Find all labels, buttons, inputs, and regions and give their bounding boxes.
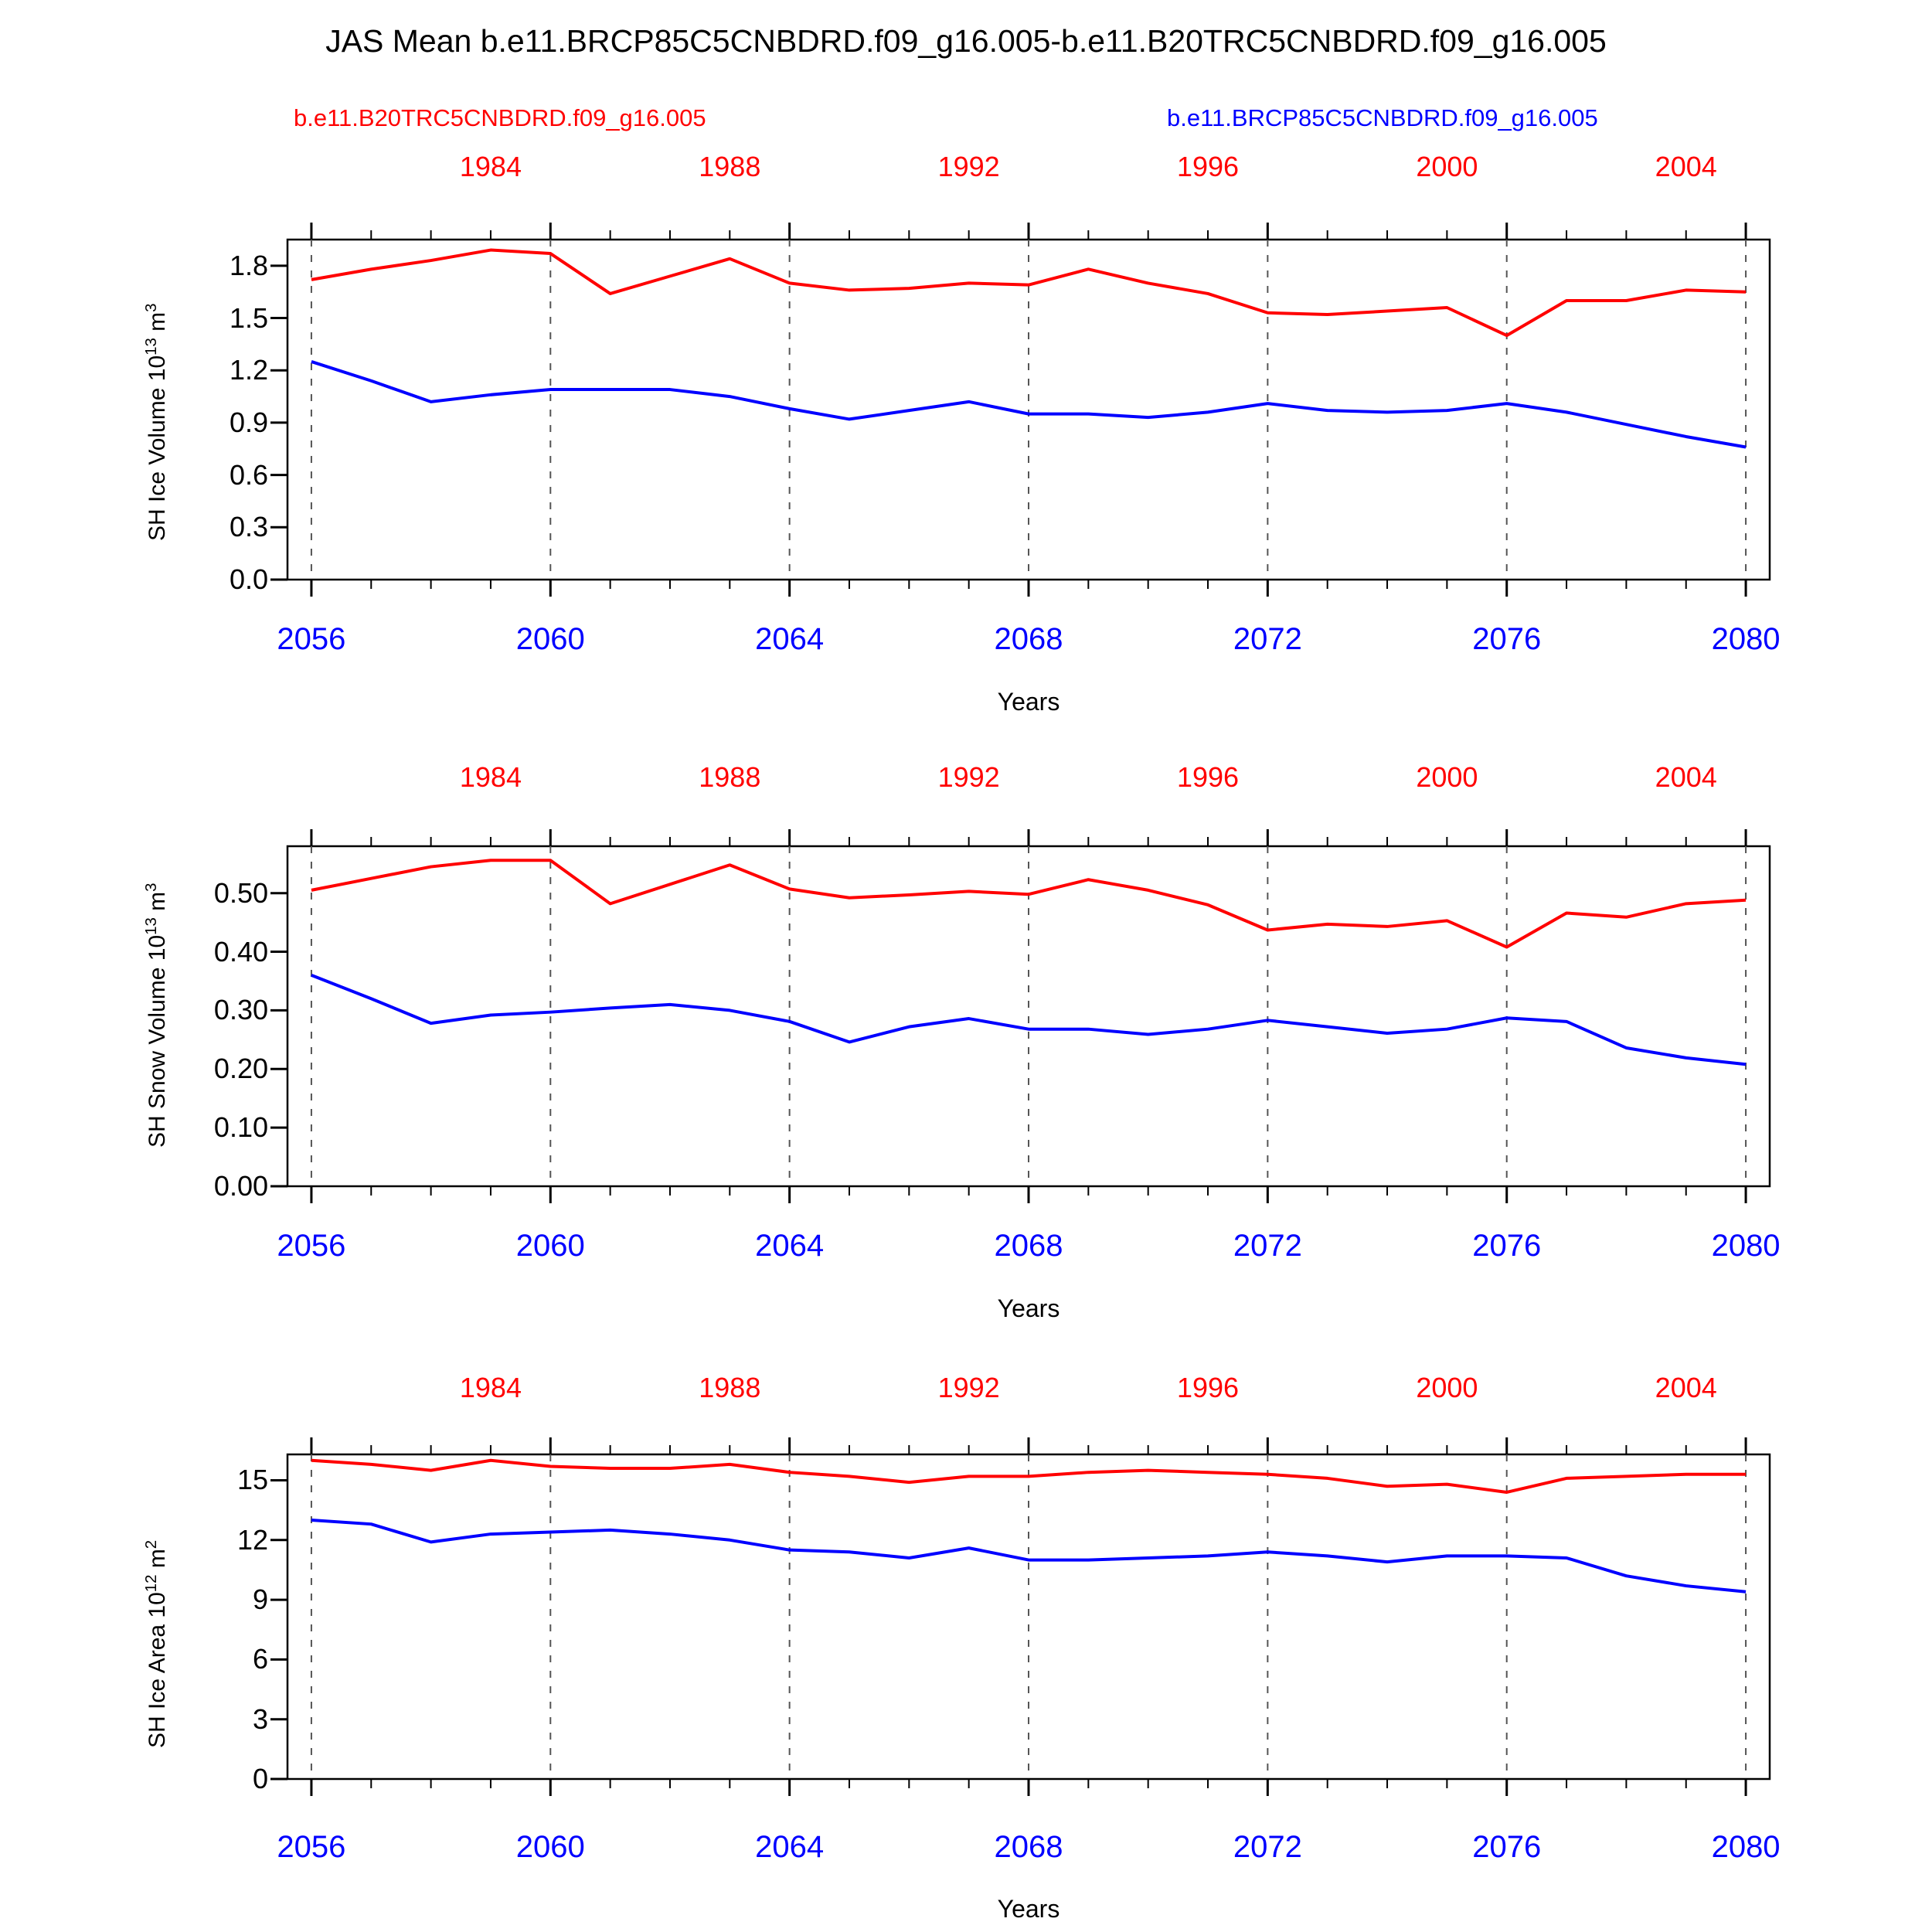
- bottom-axis-tick-2080: 2080: [1711, 622, 1781, 656]
- bottom-axis-tick-2068: 2068: [994, 1229, 1063, 1263]
- y-axis-tick-12: 12: [236, 1523, 268, 1556]
- top-axis-tick-1992: 1992: [937, 1372, 1000, 1403]
- y-axis-title: SH Ice Area $10^{12}$ $m^2$: [143, 1539, 170, 1748]
- bottom-axis-tick-2060: 2060: [515, 622, 585, 656]
- y-axis-tick-0.3: 0.3: [229, 511, 268, 543]
- top-axis-tick-1988: 1988: [699, 151, 761, 182]
- y-axis-title: SH Snow Volume $10^{13}$ $m^3$: [143, 883, 170, 1148]
- page-title: JAS Mean b.e11.BRCP85C5CNBDRD.f09_g16.005-b.e11.B20TRC5CNBDRD.f09_g16.005: [325, 23, 1607, 59]
- top-axis-tick-2004: 2004: [1655, 761, 1717, 793]
- series-line-red: [311, 250, 1746, 336]
- top-axis-tick-1984: 1984: [459, 151, 522, 182]
- bottom-axis-tick-2064: 2064: [755, 1229, 825, 1263]
- bottom-axis-tick-2056: 2056: [277, 1830, 346, 1864]
- y-axis-tick-1.5: 1.5: [229, 301, 268, 334]
- x-axis-title: Years: [997, 1895, 1060, 1923]
- top-axis-tick-1996: 1996: [1176, 761, 1240, 793]
- y-axis-tick-0.20: 0.20: [213, 1053, 268, 1085]
- bottom-axis-tick-2060: 2060: [515, 1830, 585, 1864]
- y-axis-tick-3: 3: [252, 1702, 268, 1735]
- bottom-axis-tick-2060: 2060: [515, 1229, 585, 1263]
- top-axis-tick-2000: 2000: [1416, 761, 1478, 793]
- top-axis-tick-1996: 1996: [1176, 151, 1240, 182]
- y-axis-tick-0.9: 0.9: [229, 406, 268, 438]
- y-axis-title: SH Ice Volume $10^{13}$ $m^3$: [143, 303, 170, 541]
- series-line-blue: [311, 975, 1746, 1064]
- top-axis-tick-1992: 1992: [937, 761, 1000, 793]
- y-axis-tick-0: 0: [252, 1763, 268, 1794]
- plot-frame: [287, 846, 1770, 1186]
- bottom-axis-tick-2068: 2068: [994, 622, 1063, 656]
- top-axis-tick-1988: 1988: [699, 1372, 761, 1403]
- top-axis-tick-2000: 2000: [1416, 151, 1478, 182]
- plot-frame: [287, 1454, 1770, 1779]
- bottom-axis-tick-2064: 2064: [755, 1830, 825, 1864]
- y-axis-tick-1.2: 1.2: [229, 354, 268, 386]
- y-axis-tick-9: 9: [252, 1583, 268, 1616]
- bottom-axis-tick-2068: 2068: [994, 1830, 1063, 1864]
- bottom-axis-tick-2076: 2076: [1472, 622, 1542, 656]
- y-axis-tick-15: 15: [236, 1464, 268, 1496]
- bottom-axis-tick-2080: 2080: [1711, 1229, 1781, 1263]
- y-axis-tick-0.10: 0.10: [213, 1111, 268, 1144]
- top-axis-tick-1996: 1996: [1176, 1372, 1240, 1403]
- top-axis-tick-1988: 1988: [699, 761, 761, 793]
- x-axis-title: Years: [997, 1294, 1060, 1322]
- y-axis-tick-6: 6: [252, 1643, 268, 1675]
- top-axis-tick-1984: 1984: [459, 1372, 522, 1403]
- top-axis-tick-2004: 2004: [1655, 1372, 1717, 1403]
- top-axis-tick-2004: 2004: [1655, 151, 1717, 182]
- bottom-axis-tick-2080: 2080: [1711, 1830, 1781, 1864]
- legend-red-label: b.e11.B20TRC5CNBDRD.f09_g16.005: [294, 104, 706, 131]
- y-axis-tick-0.00: 0.00: [213, 1170, 268, 1202]
- x-axis-title: Years: [997, 688, 1060, 716]
- bottom-axis-tick-2056: 2056: [277, 622, 346, 656]
- y-axis-tick-0.0: 0.0: [229, 563, 268, 595]
- bottom-axis-tick-2064: 2064: [755, 622, 825, 656]
- bottom-axis-tick-2072: 2072: [1233, 622, 1302, 656]
- y-axis-tick-0.40: 0.40: [213, 935, 268, 968]
- series-line-red: [311, 1461, 1746, 1492]
- plot-frame: [287, 240, 1770, 580]
- y-axis-tick-0.30: 0.30: [213, 994, 268, 1026]
- top-axis-tick-2000: 2000: [1416, 1372, 1478, 1403]
- top-axis-tick-1992: 1992: [937, 151, 1000, 182]
- y-axis-tick-0.6: 0.6: [229, 458, 268, 491]
- y-axis-tick-1.8: 1.8: [229, 249, 268, 281]
- series-line-red: [311, 860, 1746, 947]
- y-axis-tick-0.50: 0.50: [213, 876, 268, 909]
- bottom-axis-tick-2076: 2076: [1472, 1830, 1542, 1864]
- bottom-axis-tick-2072: 2072: [1233, 1830, 1302, 1864]
- legend-blue-label: b.e11.BRCP85C5CNBDRD.f09_g16.005: [1167, 104, 1598, 131]
- top-axis-tick-1984: 1984: [459, 761, 522, 793]
- series-line-blue: [311, 362, 1746, 447]
- bottom-axis-tick-2056: 2056: [277, 1229, 346, 1263]
- bottom-axis-tick-2072: 2072: [1233, 1229, 1302, 1263]
- series-line-blue: [311, 1520, 1746, 1592]
- bottom-axis-tick-2076: 2076: [1472, 1229, 1542, 1263]
